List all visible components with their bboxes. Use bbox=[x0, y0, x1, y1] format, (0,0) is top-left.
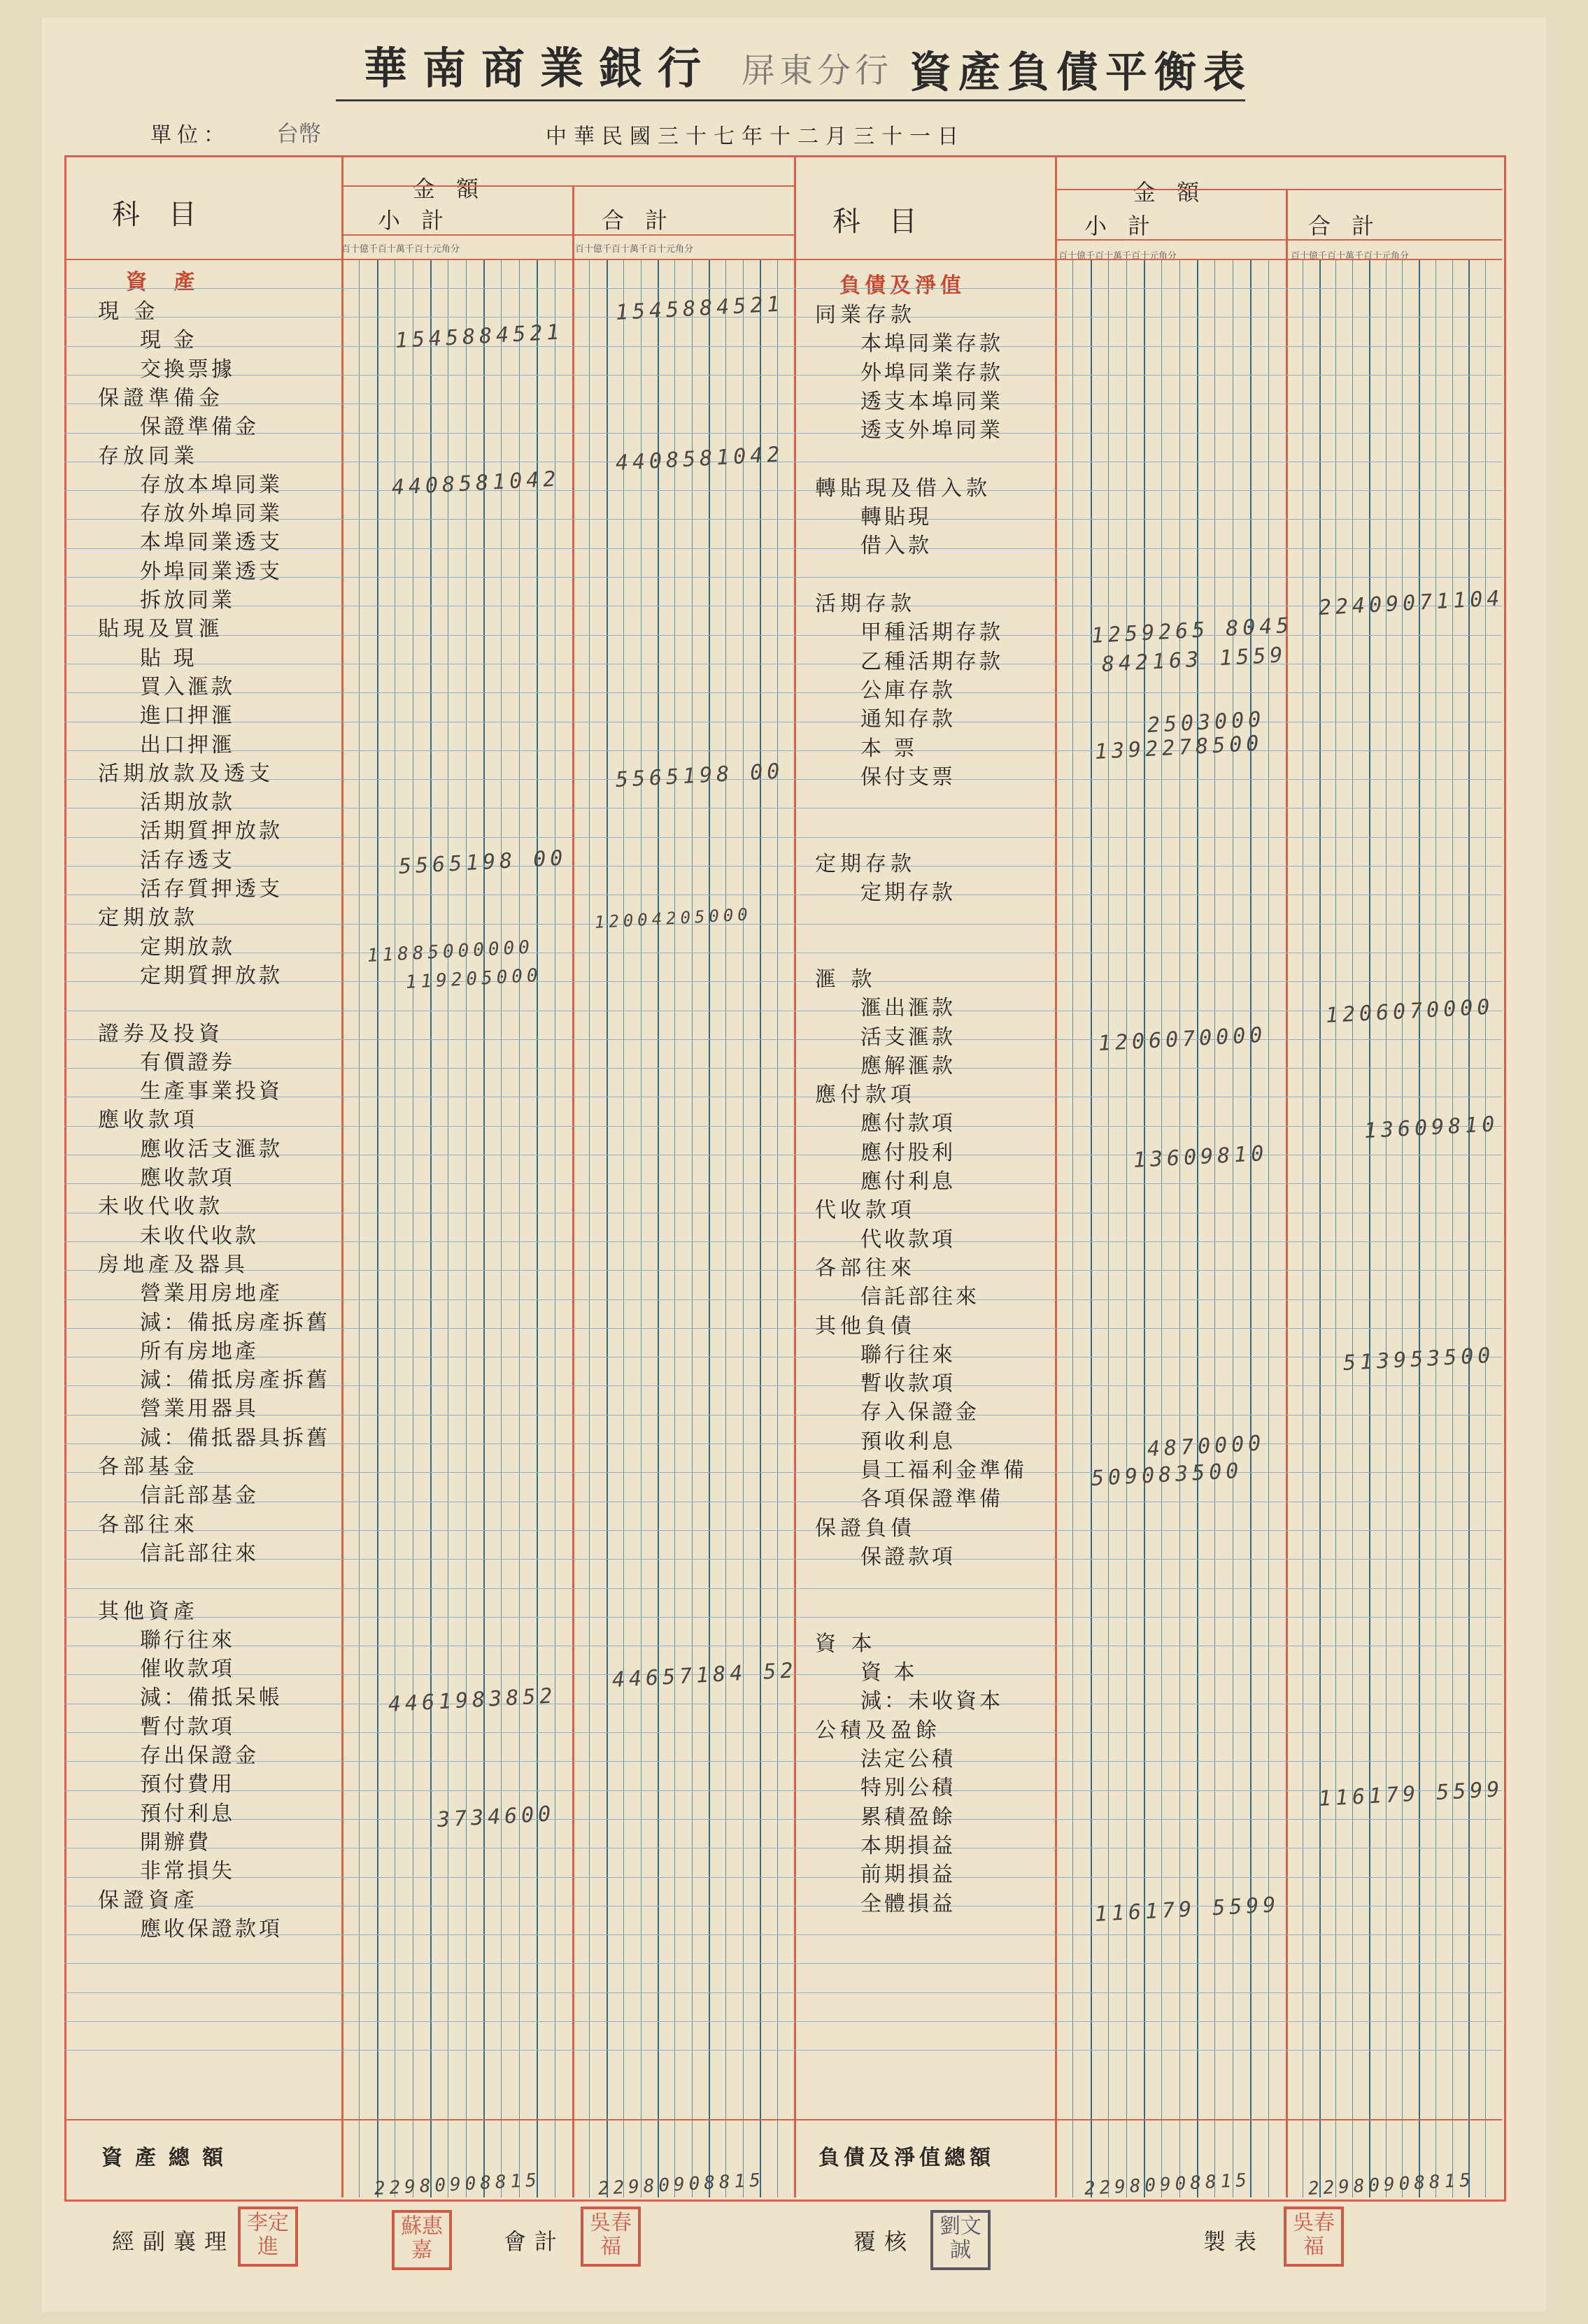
amount-other-sub2: 3734600 bbox=[437, 1802, 556, 1832]
asset-row-label: 定期質押放款 bbox=[140, 964, 283, 988]
asset-row-label: 定期放款 bbox=[98, 906, 199, 930]
digit-column-line bbox=[430, 259, 432, 2197]
liability-row-label: 活支滙款 bbox=[860, 1025, 956, 1050]
left-amount-head-line bbox=[341, 185, 794, 187]
amount-demand-sub: 5565198 00 bbox=[398, 846, 568, 879]
asset-row-label: 存放本埠同業 bbox=[140, 473, 283, 497]
asset-row-label: 交換票據 bbox=[140, 357, 235, 382]
liability-row-label: 本 票 bbox=[860, 736, 918, 761]
digit-column-line bbox=[1072, 259, 1073, 2197]
liability-row-label: 減：未收資本 bbox=[860, 1689, 1003, 1713]
row-line bbox=[64, 1126, 1502, 1127]
digit-column-line bbox=[1369, 259, 1370, 2197]
liability-row-label: 聯行往來 bbox=[860, 1343, 956, 1367]
row-line bbox=[64, 1068, 1502, 1069]
asset-row-label: 所有房地產 bbox=[140, 1339, 259, 1364]
digit-column-line bbox=[519, 259, 520, 2197]
liability-row-label: 預收利息 bbox=[860, 1430, 956, 1454]
liability-row-label: 暫收款項 bbox=[860, 1371, 956, 1396]
accountant-seal-1: 蘇惠嘉 bbox=[392, 2210, 452, 2270]
row-line bbox=[64, 1270, 1502, 1271]
liability-row-label: 應付股利 bbox=[860, 1141, 956, 1165]
digit-column-line bbox=[1352, 259, 1353, 2197]
row-line bbox=[64, 1588, 1502, 1589]
liability-row-label: 應解滙款 bbox=[860, 1054, 956, 1078]
asset-row-label: 減：備抵房產拆舊 bbox=[140, 1311, 330, 1335]
asset-row-label: 暫付款項 bbox=[140, 1715, 235, 1739]
digit-column-line bbox=[743, 259, 744, 2197]
amount-remit-sub: 1206070000 bbox=[1098, 1022, 1268, 1056]
digit-column-line bbox=[1091, 259, 1092, 2197]
liability-row-label: 甲種活期存款 bbox=[860, 620, 1003, 645]
assets-total-label: 資產總額 bbox=[101, 2146, 236, 2170]
liability-row-label: 應付款項 bbox=[860, 1111, 956, 1136]
accountant-seal-2: 吳春福 bbox=[581, 2207, 641, 2267]
row-line bbox=[64, 1241, 1502, 1242]
amount-equity-sub: 116179 5599 bbox=[1094, 1892, 1281, 1927]
digit-column-line bbox=[1419, 259, 1420, 2197]
row-line bbox=[64, 2050, 1502, 2051]
liability-row-label: 同業存款 bbox=[815, 303, 916, 327]
row-line bbox=[64, 2021, 1502, 2022]
liability-row-label: 員工福利金準備 bbox=[860, 1458, 1027, 1483]
liability-row-label: 累積盈餘 bbox=[860, 1805, 956, 1830]
manager-seal: 李定進 bbox=[238, 2207, 298, 2267]
asset-row-label: 營業用器具 bbox=[140, 1397, 259, 1421]
digit-column-line bbox=[359, 259, 360, 2197]
digit-column-line bbox=[1435, 259, 1436, 2197]
amount-other-total: 44657184 52 bbox=[611, 1658, 798, 1692]
asset-row-label: 催收款項 bbox=[140, 1657, 235, 1681]
row-line bbox=[64, 1415, 1502, 1416]
row-line bbox=[64, 1992, 1502, 1993]
row-line bbox=[64, 1617, 1502, 1618]
amount-demand-dep-sub2: 842163 1559 bbox=[1101, 643, 1288, 677]
left-subtotal-total-divider bbox=[572, 185, 574, 2197]
row-line bbox=[64, 346, 1502, 347]
asset-row-label: 保證準備金 bbox=[98, 386, 224, 411]
row-line bbox=[64, 1761, 1502, 1762]
reviewer-seal: 劉文誠 bbox=[930, 2210, 991, 2270]
right-subtotal-head: 小 計 bbox=[1084, 213, 1158, 239]
left-sub-digit-head: 百十億千百十萬千百十元角分 bbox=[341, 244, 460, 255]
left-subtotal-head: 小 計 bbox=[378, 207, 451, 234]
asset-row-label: 進口押滙 bbox=[140, 704, 235, 728]
amount-interbank-total: 4408581042 bbox=[615, 442, 785, 476]
asset-row-label: 非常損失 bbox=[140, 1859, 235, 1883]
unit-label: 單位： bbox=[150, 123, 230, 148]
row-line bbox=[64, 1559, 1502, 1560]
liability-row-label: 本埠同業存款 bbox=[860, 332, 1003, 356]
asset-row-label: 活期質押放款 bbox=[140, 819, 283, 843]
liability-row-label: 定期存款 bbox=[815, 852, 916, 876]
asset-row-label: 應收款項 bbox=[140, 1166, 235, 1190]
liability-row-label: 代收款項 bbox=[815, 1198, 916, 1222]
asset-row-label: 外埠同業透支 bbox=[140, 559, 283, 584]
asset-row-label: 存放外埠同業 bbox=[140, 501, 283, 526]
row-line bbox=[64, 1819, 1502, 1820]
asset-row-label: 開辦費 bbox=[140, 1830, 211, 1855]
liability-row-label: 滙出滙款 bbox=[860, 996, 956, 1020]
digit-column-line bbox=[466, 259, 467, 2197]
row-line bbox=[64, 1790, 1502, 1791]
digit-column-line bbox=[501, 259, 502, 2197]
right-digit-head-top bbox=[1055, 239, 1502, 241]
asset-row-label: 存放同業 bbox=[98, 444, 199, 469]
liability-row-label: 各項保證準備 bbox=[860, 1487, 1003, 1511]
right-amount-head-line bbox=[1055, 189, 1502, 190]
liability-row-label: 定期存款 bbox=[860, 881, 956, 905]
amount-assets-grand-sub: 22980908815 bbox=[374, 2169, 541, 2200]
row-line bbox=[64, 1530, 1502, 1531]
digit-column-line bbox=[1452, 259, 1453, 2197]
asset-row-label: 應收活支滙款 bbox=[140, 1137, 283, 1162]
asset-row-label: 貼 現 bbox=[140, 646, 197, 671]
liability-row-label: 法定公積 bbox=[860, 1747, 956, 1771]
asset-row-label: 活期放款及透支 bbox=[98, 762, 274, 786]
preparer-label: 製表 bbox=[1203, 2228, 1266, 2255]
liability-row-label: 全體損益 bbox=[860, 1892, 956, 1916]
asset-row-label: 未收代收款 bbox=[98, 1195, 224, 1219]
liability-row-label: 應付利息 bbox=[860, 1169, 956, 1194]
digit-column-line bbox=[692, 259, 693, 2197]
amount-other-sub1: 4461983852 bbox=[388, 1683, 558, 1717]
accountant-label: 會計 bbox=[504, 2228, 566, 2255]
row-line bbox=[64, 1472, 1502, 1473]
row-line bbox=[64, 1039, 1502, 1040]
bank-name: 華南商業銀行 bbox=[364, 43, 717, 94]
amount-other-liab-sub2: 509083500 bbox=[1091, 1458, 1244, 1491]
amount-time-sub1: 11885000000 bbox=[367, 936, 534, 967]
asset-row-label: 預付費用 bbox=[140, 1772, 235, 1797]
asset-row-label: 其他資產 bbox=[98, 1599, 199, 1624]
row-line bbox=[64, 866, 1502, 867]
left-digit-head-top bbox=[341, 234, 794, 236]
amount-liab-grand-total: 22980908815 bbox=[1307, 2169, 1475, 2200]
row-line bbox=[64, 433, 1502, 434]
digit-column-line bbox=[674, 259, 675, 2197]
asset-row-label: 現 金 bbox=[98, 299, 159, 324]
row-line bbox=[64, 375, 1502, 376]
asset-row-label: 應收款項 bbox=[98, 1108, 199, 1132]
liabilities-total-label: 負債及淨值總額 bbox=[818, 2146, 995, 2170]
liability-row-label: 其他負債 bbox=[815, 1314, 916, 1339]
amount-remit-total: 1206070000 bbox=[1325, 995, 1495, 1028]
amount-other-liab-sub1: 4870000 bbox=[1147, 1431, 1266, 1462]
amount-cash-sub: 1545884521 bbox=[395, 320, 565, 353]
digit-column-line bbox=[1319, 259, 1321, 2197]
asset-row-label: 預付利息 bbox=[140, 1802, 235, 1826]
liability-row-label: 透支本埠同業 bbox=[860, 390, 1003, 414]
assets-section-title: 資 產 bbox=[126, 270, 205, 294]
asset-row-label: 買入滙款 bbox=[140, 675, 235, 699]
amount-time-total: 12004205000 bbox=[594, 904, 753, 932]
amount-demand-total: 5565198 00 bbox=[615, 759, 785, 792]
amount-liab-grand-sub: 22980908815 bbox=[1084, 2169, 1252, 2200]
asset-row-label: 減：備抵器具拆舊 bbox=[140, 1426, 330, 1450]
liability-row-label: 前期損益 bbox=[860, 1862, 956, 1887]
digit-column-line bbox=[1335, 259, 1336, 2197]
row-line bbox=[64, 924, 1502, 925]
digit-column-line bbox=[1386, 259, 1387, 2197]
left-amount-head: 金 額 bbox=[413, 176, 486, 202]
asset-row-label: 本埠同業透支 bbox=[140, 530, 283, 555]
total-row-top bbox=[64, 2119, 1502, 2120]
title-underline bbox=[336, 99, 1245, 101]
amount-payable-total: 13609810 bbox=[1363, 1111, 1500, 1143]
left-subject-head: 科 目 bbox=[112, 199, 206, 231]
liability-row-label: 借入款 bbox=[860, 534, 932, 558]
asset-row-label: 貼現及買滙 bbox=[98, 617, 224, 641]
row-line bbox=[64, 1732, 1502, 1733]
digit-column-line bbox=[760, 259, 761, 2197]
amount-equity-total: 116179 5599 bbox=[1318, 1777, 1505, 1811]
report-date: 中華民國三十七年十二月三十一日 bbox=[546, 124, 965, 149]
preparer-seal: 吳春福 bbox=[1284, 2207, 1344, 2267]
amount-demand-dep-sub4: 1392278500 bbox=[1094, 731, 1264, 764]
digit-column-line bbox=[377, 259, 378, 2197]
amount-demand-dep-sub1: 1259265 8045 bbox=[1091, 613, 1294, 648]
left-tot-digit-head: 百十億千百十萬千百十元角分 bbox=[575, 244, 694, 255]
liability-row-label: 各部往來 bbox=[815, 1256, 916, 1281]
digit-column-line bbox=[607, 259, 608, 2197]
asset-row-label: 減：備抵呆帳 bbox=[140, 1685, 283, 1710]
row-line bbox=[64, 1183, 1502, 1184]
amount-assets-grand-total: 22980908815 bbox=[597, 2169, 765, 2200]
digit-column-line bbox=[1485, 259, 1486, 2197]
liability-row-label: 代收款項 bbox=[860, 1227, 956, 1252]
asset-row-label: 保證準備金 bbox=[140, 415, 259, 439]
asset-row-label: 信託部基金 bbox=[140, 1483, 259, 1508]
digit-column-line bbox=[777, 259, 778, 2197]
liability-row-label: 本期損益 bbox=[860, 1834, 956, 1858]
amount-time-sub2: 119205000 bbox=[405, 964, 543, 993]
liability-row-label: 信託部往來 bbox=[860, 1285, 979, 1309]
amount-cash-total: 1545884521 bbox=[615, 292, 785, 325]
asset-row-label: 生產事業投資 bbox=[140, 1079, 283, 1104]
asset-row-label: 有價證券 bbox=[140, 1050, 235, 1075]
asset-row-label: 拆放同業 bbox=[140, 588, 235, 613]
row-line bbox=[64, 1963, 1502, 1964]
liability-row-label: 轉貼現 bbox=[860, 505, 932, 529]
branch-name: 屏東分行 bbox=[742, 51, 893, 90]
right-sub-digit-head: 百十億千百十萬千百十元角分 bbox=[1058, 251, 1177, 262]
row-line bbox=[64, 317, 1502, 318]
liability-row-label: 滙 款 bbox=[815, 967, 877, 992]
asset-row-label: 未收代收款 bbox=[140, 1224, 259, 1248]
digit-column-line bbox=[537, 259, 538, 2197]
liability-row-label: 通知存款 bbox=[860, 707, 956, 732]
liability-row-label: 存入保證金 bbox=[860, 1400, 979, 1425]
asset-row-label: 各部往來 bbox=[98, 1513, 199, 1537]
amount-demand-dep-total: 22409071104 bbox=[1318, 586, 1505, 620]
liability-row-label: 透支外埠同業 bbox=[860, 418, 1003, 443]
liability-row-label: 公庫存款 bbox=[860, 678, 956, 703]
amount-demand-dep-sub3: 2503000 bbox=[1147, 707, 1266, 738]
asset-row-label: 定期放款 bbox=[140, 935, 235, 960]
right-subject-head: 科 目 bbox=[832, 206, 927, 238]
digit-column-line bbox=[623, 259, 624, 2197]
reviewer-label: 覆核 bbox=[853, 2228, 916, 2255]
liabilities-section-title: 負債及淨值 bbox=[839, 273, 965, 298]
liability-row-label: 活期存款 bbox=[815, 592, 916, 616]
asset-row-label: 證券及投資 bbox=[98, 1022, 224, 1046]
header-bottom-line bbox=[64, 259, 1502, 260]
asset-row-label: 活期放款 bbox=[140, 790, 235, 815]
row-line bbox=[64, 1877, 1502, 1878]
report-title: 資產負債平衡表 bbox=[909, 48, 1252, 97]
asset-row-label: 活存質押透支 bbox=[140, 877, 283, 901]
digit-column-line bbox=[658, 259, 659, 2197]
liability-row-label: 保證款項 bbox=[860, 1545, 956, 1569]
manager-label: 經副襄理 bbox=[112, 2228, 236, 2255]
liability-row-label: 應付款項 bbox=[815, 1083, 916, 1107]
liability-row-label: 乙種活期存款 bbox=[860, 650, 1003, 674]
asset-row-label: 保證資產 bbox=[98, 1888, 199, 1913]
digit-column-line bbox=[589, 259, 590, 2197]
liability-row-label: 保證負債 bbox=[815, 1516, 916, 1541]
left-total-head: 合 計 bbox=[602, 207, 675, 234]
asset-row-label: 應收保證款項 bbox=[140, 1917, 283, 1941]
liability-row-label: 公積及盈餘 bbox=[815, 1718, 941, 1743]
asset-row-label: 各部基金 bbox=[98, 1455, 199, 1479]
right-total-head: 合 計 bbox=[1308, 213, 1382, 239]
asset-row-label: 信託部往來 bbox=[140, 1541, 259, 1566]
asset-row-label: 出口押滙 bbox=[140, 733, 235, 757]
asset-row-label: 營業用房地產 bbox=[140, 1281, 283, 1306]
liability-row-label: 外埠同業存款 bbox=[860, 361, 1003, 385]
liability-row-label: 資 本 bbox=[860, 1660, 918, 1685]
liability-row-label: 保付支票 bbox=[860, 765, 956, 790]
asset-row-label: 房地產及器具 bbox=[98, 1253, 249, 1277]
row-line bbox=[64, 692, 1502, 693]
liability-row-label: 特別公積 bbox=[860, 1776, 956, 1800]
asset-row-label: 現 金 bbox=[140, 328, 197, 352]
digit-column-line bbox=[725, 259, 726, 2197]
amount-interbank-sub: 4408581042 bbox=[391, 466, 561, 500]
digit-column-line bbox=[1402, 259, 1403, 2197]
asset-row-label: 聯行往來 bbox=[140, 1628, 235, 1653]
digit-column-line bbox=[1468, 259, 1470, 2197]
right-amount-head: 金 額 bbox=[1133, 179, 1207, 206]
liability-row-label: 資 本 bbox=[815, 1632, 877, 1656]
digit-column-line bbox=[483, 259, 485, 2197]
asset-row-label: 減：備抵房產拆舊 bbox=[140, 1368, 330, 1392]
liability-row-label: 轉貼現及借入款 bbox=[815, 476, 991, 501]
right-tot-digit-head: 百十億千百十萬千百十元角分 bbox=[1291, 251, 1410, 262]
digit-column-line bbox=[709, 259, 710, 2197]
asset-row-label: 活存透支 bbox=[140, 848, 235, 873]
asset-row-label: 存出保證金 bbox=[140, 1744, 259, 1768]
row-line bbox=[64, 750, 1502, 751]
amount-other-liab-total: 513953500 bbox=[1342, 1343, 1496, 1376]
unit-value: 台幣 bbox=[276, 120, 322, 147]
amount-payable-sub: 13609810 bbox=[1133, 1141, 1269, 1173]
row-line bbox=[64, 288, 1502, 289]
